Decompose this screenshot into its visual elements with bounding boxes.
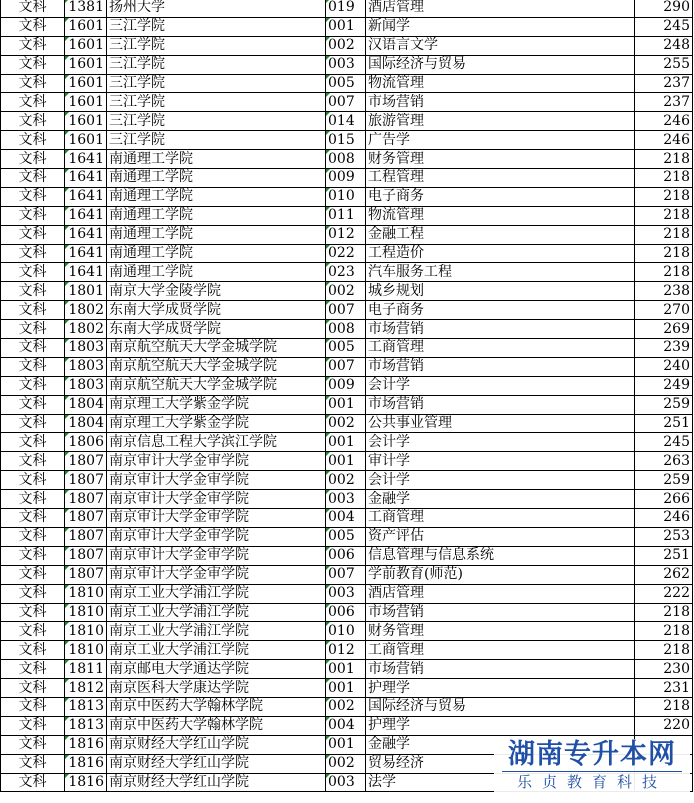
score-cell[interactable]: 245 [635,17,693,36]
table-row[interactable] [1,414,693,433]
major-name-cell[interactable]: 物流管理 [366,74,635,93]
school-name-cell[interactable]: 南京航空航天大学金城学院 [107,376,326,395]
subject-cell[interactable]: 文科 [1,169,65,188]
major-code-cell[interactable]: 012 [326,641,366,660]
subject-cell[interactable]: 文科 [1,754,65,773]
school-name-cell[interactable]: 南京工业大学浦江学院 [107,584,326,603]
subject-cell[interactable]: 文科 [1,471,65,490]
table-row[interactable] [1,527,693,546]
major-name-cell[interactable]: 市场营销 [366,603,635,622]
school-code-cell[interactable]: 1813 [65,697,107,716]
major-name-cell[interactable]: 信息管理与信息系统 [366,546,635,565]
table-row[interactable] [1,74,693,93]
subject-cell[interactable]: 文科 [1,187,65,206]
school-name-cell[interactable]: 三江学院 [107,74,326,93]
subject-cell[interactable]: 文科 [1,414,65,433]
major-name-cell[interactable]: 工商管理 [366,339,635,358]
major-code-cell[interactable]: 008 [326,320,366,339]
score-cell[interactable]: 218 [635,622,693,641]
score-cell[interactable]: 238 [635,282,693,301]
subject-cell[interactable]: 文科 [1,55,65,74]
school-name-cell[interactable]: 南京审计大学金审学院 [107,527,326,546]
school-name-cell[interactable]: 南京财经大学红山学院 [107,735,326,754]
school-code-cell[interactable]: 1381 [65,0,107,17]
score-cell[interactable]: 231 [635,679,693,698]
school-code-cell[interactable]: 1816 [65,754,107,773]
major-name-cell[interactable]: 汉语言文学 [366,36,635,55]
major-code-cell[interactable]: 007 [326,301,366,320]
major-name-cell[interactable]: 金融工程 [366,225,635,244]
table-row[interactable] [1,244,693,263]
subject-cell[interactable]: 文科 [1,263,65,282]
school-code-cell[interactable]: 1601 [65,17,107,36]
major-name-cell[interactable]: 财务管理 [366,622,635,641]
table-row[interactable] [1,150,693,169]
school-code-cell[interactable]: 1807 [65,471,107,490]
major-name-cell[interactable]: 金融学 [366,490,635,509]
major-code-cell[interactable]: 003 [326,584,366,603]
table-row[interactable] [1,679,693,698]
subject-cell[interactable]: 文科 [1,679,65,698]
score-cell[interactable]: 220 [635,716,693,735]
table-row[interactable] [1,433,693,452]
table-row[interactable] [1,112,693,131]
subject-cell[interactable]: 文科 [1,282,65,301]
subject-cell[interactable]: 文科 [1,376,65,395]
major-code-cell[interactable]: 012 [326,225,366,244]
subject-cell[interactable]: 文科 [1,584,65,603]
school-code-cell[interactable]: 1601 [65,36,107,55]
major-code-cell[interactable]: 007 [326,565,366,584]
subject-cell[interactable]: 文科 [1,603,65,622]
table-row[interactable] [1,225,693,244]
school-code-cell[interactable]: 1812 [65,679,107,698]
school-code-cell[interactable]: 1641 [65,225,107,244]
major-name-cell[interactable]: 市场营销 [366,395,635,414]
major-code-cell[interactable]: 010 [326,622,366,641]
major-code-cell[interactable]: 002 [326,471,366,490]
school-name-cell[interactable]: 南京工业大学浦江学院 [107,641,326,660]
subject-cell[interactable]: 文科 [1,509,65,528]
school-name-cell[interactable]: 南京财经大学红山学院 [107,754,326,773]
major-name-cell[interactable]: 电子商务 [366,187,635,206]
school-code-cell[interactable]: 1807 [65,509,107,528]
major-code-cell[interactable]: 022 [326,244,366,263]
school-name-cell[interactable]: 南京理工大学紫金学院 [107,395,326,414]
major-code-cell[interactable]: 001 [326,17,366,36]
school-name-cell[interactable]: 南京理工大学紫金学院 [107,414,326,433]
school-name-cell[interactable]: 南京审计大学金审学院 [107,509,326,528]
school-name-cell[interactable]: 南京邮电大学通达学院 [107,660,326,679]
school-name-cell[interactable]: 东南大学成贤学院 [107,320,326,339]
major-code-cell[interactable]: 007 [326,357,366,376]
major-name-cell[interactable]: 法学 [366,773,635,792]
subject-cell[interactable]: 文科 [1,527,65,546]
major-code-cell[interactable]: 003 [326,490,366,509]
major-name-cell[interactable]: 物流管理 [366,206,635,225]
school-name-cell[interactable]: 南通理工学院 [107,187,326,206]
school-name-cell[interactable]: 南通理工学院 [107,263,326,282]
major-code-cell[interactable]: 001 [326,433,366,452]
subject-cell[interactable]: 文科 [1,395,65,414]
school-name-cell[interactable]: 南京大学金陵学院 [107,282,326,301]
watermark-title: 湖南专升本网 [508,739,676,770]
table-row[interactable] [1,320,693,339]
score-cell[interactable]: 269 [635,320,693,339]
score-cell[interactable]: 218 [635,187,693,206]
major-name-cell[interactable]: 国际经济与贸易 [366,55,635,74]
major-name-cell[interactable]: 工程造价 [366,244,635,263]
table-row[interactable] [1,697,693,716]
table-row[interactable] [1,509,693,528]
score-cell[interactable]: 218 [635,169,693,188]
major-name-cell[interactable]: 汽车服务工程 [366,263,635,282]
score-cell[interactable]: 218 [635,150,693,169]
score-cell[interactable]: 253 [635,527,693,546]
subject-cell[interactable]: 文科 [1,660,65,679]
school-code-cell[interactable]: 1641 [65,206,107,225]
score-cell[interactable]: 246 [635,131,693,150]
major-name-cell[interactable]: 城乡规划 [366,282,635,301]
subject-cell[interactable]: 文科 [1,150,65,169]
school-name-cell[interactable]: 东南大学成贤学院 [107,301,326,320]
school-code-cell[interactable]: 1807 [65,565,107,584]
school-name-cell[interactable]: 南京审计大学金审学院 [107,471,326,490]
major-name-cell[interactable]: 护理学 [366,716,635,735]
school-code-cell[interactable]: 1601 [65,55,107,74]
table-row[interactable] [1,55,693,74]
major-name-cell[interactable]: 护理学 [366,679,635,698]
school-code-cell[interactable]: 1601 [65,131,107,150]
school-code-cell[interactable]: 1641 [65,169,107,188]
school-code-cell[interactable]: 1802 [65,301,107,320]
school-code-cell[interactable]: 1807 [65,546,107,565]
subject-cell[interactable]: 文科 [1,206,65,225]
score-cell[interactable]: 218 [635,603,693,622]
school-code-cell[interactable]: 1641 [65,150,107,169]
subject-cell[interactable]: 文科 [1,433,65,452]
score-cell[interactable]: 218 [635,641,693,660]
major-code-cell[interactable]: 003 [326,55,366,74]
major-name-cell[interactable]: 旅游管理 [366,112,635,131]
major-code-cell[interactable]: 011 [326,206,366,225]
score-cell[interactable]: 245 [635,433,693,452]
subject-cell[interactable]: 文科 [1,74,65,93]
school-name-cell[interactable]: 三江学院 [107,112,326,131]
major-code-cell[interactable]: 002 [326,414,366,433]
major-code-cell[interactable]: 004 [326,509,366,528]
major-name-cell[interactable]: 审计学 [366,452,635,471]
major-code-cell[interactable]: 003 [326,773,366,792]
score-cell[interactable]: 262 [635,565,693,584]
school-name-cell[interactable]: 南京审计大学金审学院 [107,565,326,584]
subject-cell[interactable]: 文科 [1,622,65,641]
major-name-cell[interactable]: 酒店管理 [366,0,635,17]
table-row[interactable] [1,660,693,679]
major-name-cell[interactable]: 市场营销 [366,320,635,339]
school-code-cell[interactable]: 1806 [65,433,107,452]
major-name-cell[interactable]: 资产评估 [366,527,635,546]
table-row[interactable] [1,187,693,206]
school-code-cell[interactable]: 1810 [65,603,107,622]
table-row[interactable] [1,452,693,471]
school-name-cell[interactable]: 三江学院 [107,36,326,55]
major-code-cell[interactable]: 001 [326,660,366,679]
major-name-cell[interactable]: 会计学 [366,471,635,490]
watermark-logo [494,739,690,797]
subject-cell[interactable]: 文科 [1,112,65,131]
subject-cell[interactable]: 文科 [1,320,65,339]
score-cell[interactable]: 222 [635,584,693,603]
score-cell[interactable]: 246 [635,112,693,131]
score-cell[interactable]: 218 [635,206,693,225]
major-code-cell[interactable]: 001 [326,735,366,754]
subject-cell[interactable]: 文科 [1,357,65,376]
table-row[interactable] [1,716,693,735]
school-code-cell[interactable]: 1804 [65,395,107,414]
score-cell[interactable]: 237 [635,93,693,112]
major-code-cell[interactable]: 002 [326,282,366,301]
score-cell[interactable]: 259 [635,471,693,490]
school-code-cell[interactable]: 1601 [65,74,107,93]
subject-cell[interactable]: 文科 [1,546,65,565]
major-name-cell[interactable]: 工商管理 [366,509,635,528]
major-code-cell[interactable]: 005 [326,339,366,358]
subject-cell[interactable]: 文科 [1,301,65,320]
table-row[interactable] [1,641,693,660]
major-name-cell[interactable]: 公共事业管理 [366,414,635,433]
school-name-cell[interactable]: 三江学院 [107,131,326,150]
score-cell[interactable]: 266 [635,490,693,509]
table-body [1,0,693,792]
school-name-cell[interactable]: 南京航空航天大学金城学院 [107,357,326,376]
school-code-cell[interactable]: 1816 [65,773,107,792]
score-cell[interactable]: 249 [635,376,693,395]
subject-cell[interactable]: 文科 [1,17,65,36]
school-code-cell[interactable]: 1807 [65,452,107,471]
major-code-cell[interactable]: 002 [326,697,366,716]
major-code-cell[interactable]: 001 [326,452,366,471]
score-cell[interactable]: 230 [635,660,693,679]
school-code-cell[interactable]: 1816 [65,735,107,754]
table-row[interactable] [1,263,693,282]
major-name-cell[interactable]: 酒店管理 [366,584,635,603]
major-code-cell[interactable]: 014 [326,112,366,131]
score-cell[interactable]: 218 [635,263,693,282]
major-code-cell[interactable]: 009 [326,169,366,188]
table-row[interactable] [1,0,693,17]
major-code-cell[interactable]: 002 [326,754,366,773]
school-code-cell[interactable]: 1803 [65,376,107,395]
score-cell[interactable]: 218 [635,225,693,244]
major-name-cell[interactable]: 市场营销 [366,357,635,376]
table-row[interactable] [1,546,693,565]
major-code-cell[interactable]: 007 [326,93,366,112]
subject-cell[interactable]: 文科 [1,225,65,244]
table-row[interactable] [1,17,693,36]
subject-cell[interactable]: 文科 [1,339,65,358]
school-code-cell[interactable]: 1801 [65,282,107,301]
school-code-cell[interactable]: 1641 [65,263,107,282]
school-name-cell[interactable]: 南京审计大学金审学院 [107,546,326,565]
school-name-cell[interactable]: 南京中医药大学翰林学院 [107,716,326,735]
major-name-cell[interactable]: 国际经济与贸易 [366,697,635,716]
school-name-cell[interactable]: 三江学院 [107,17,326,36]
major-name-cell[interactable]: 金融学 [366,735,635,754]
major-code-cell[interactable]: 010 [326,187,366,206]
major-name-cell[interactable]: 市场营销 [366,93,635,112]
table-row[interactable] [1,339,693,358]
major-name-cell[interactable]: 市场营销 [366,660,635,679]
major-name-cell[interactable]: 电子商务 [366,301,635,320]
school-name-cell[interactable]: 南京航空航天大学金城学院 [107,339,326,358]
major-code-cell[interactable]: 001 [326,395,366,414]
major-code-cell[interactable]: 005 [326,527,366,546]
major-name-cell[interactable]: 贸易经济 [366,754,635,773]
subject-cell[interactable]: 文科 [1,452,65,471]
major-code-cell[interactable]: 023 [326,263,366,282]
table-row[interactable] [1,36,693,55]
table-row[interactable] [1,301,693,320]
table-row[interactable] [1,357,693,376]
subject-cell[interactable]: 文科 [1,93,65,112]
subject-cell[interactable]: 文科 [1,36,65,55]
major-code-cell[interactable]: 004 [326,716,366,735]
score-cell[interactable]: 290 [635,0,693,17]
table-row[interactable] [1,565,693,584]
school-code-cell[interactable]: 1807 [65,527,107,546]
subject-cell[interactable]: 文科 [1,735,65,754]
major-name-cell[interactable]: 工程管理 [366,169,635,188]
major-code-cell[interactable]: 009 [326,376,366,395]
school-code-cell[interactable]: 1810 [65,584,107,603]
school-name-cell[interactable]: 扬州大学 [107,0,326,17]
table-row[interactable] [1,603,693,622]
major-name-cell[interactable]: 会计学 [366,433,635,452]
major-code-cell[interactable]: 019 [326,0,366,17]
major-code-cell[interactable]: 015 [326,131,366,150]
score-cell[interactable]: 218 [635,697,693,716]
score-cell[interactable]: 237 [635,74,693,93]
table-row[interactable] [1,471,693,490]
major-name-cell[interactable]: 工商管理 [366,641,635,660]
table-row[interactable] [1,131,693,150]
major-name-cell[interactable]: 学前教育(师范) [366,565,635,584]
score-cell[interactable]: 246 [635,509,693,528]
school-code-cell[interactable]: 1802 [65,320,107,339]
school-name-cell[interactable]: 南京信息工程大学滨江学院 [107,433,326,452]
table-row[interactable] [1,282,693,301]
school-name-cell[interactable]: 南京审计大学金审学院 [107,452,326,471]
school-code-cell[interactable]: 1804 [65,414,107,433]
school-code-cell[interactable]: 1601 [65,93,107,112]
score-cell[interactable]: 239 [635,339,693,358]
major-code-cell[interactable]: 006 [326,603,366,622]
subject-cell[interactable]: 文科 [1,697,65,716]
school-code-cell[interactable]: 1810 [65,622,107,641]
school-code-cell[interactable]: 1807 [65,490,107,509]
school-code-cell[interactable]: 1803 [65,357,107,376]
score-cell[interactable]: 270 [635,301,693,320]
school-code-cell[interactable]: 1601 [65,112,107,131]
table-row[interactable] [1,169,693,188]
score-cell[interactable]: 240 [635,357,693,376]
school-code-cell[interactable]: 1813 [65,716,107,735]
major-code-cell[interactable]: 001 [326,679,366,698]
score-cell[interactable]: 218 [635,244,693,263]
major-name-cell[interactable]: 财务管理 [366,150,635,169]
subject-cell[interactable]: 文科 [1,641,65,660]
school-name-cell[interactable]: 南京工业大学浦江学院 [107,622,326,641]
school-name-cell[interactable]: 南京中医药大学翰林学院 [107,697,326,716]
subject-cell[interactable]: 文科 [1,490,65,509]
school-name-cell[interactable]: 南通理工学院 [107,150,326,169]
score-cell[interactable]: 259 [635,395,693,414]
table-row[interactable] [1,206,693,225]
school-name-cell[interactable]: 三江学院 [107,93,326,112]
major-name-cell[interactable]: 广告学 [366,131,635,150]
major-code-cell[interactable]: 005 [326,74,366,93]
school-name-cell[interactable]: 南京审计大学金审学院 [107,490,326,509]
major-code-cell[interactable]: 002 [326,36,366,55]
school-code-cell[interactable]: 1641 [65,244,107,263]
table-row[interactable] [1,490,693,509]
school-name-cell[interactable]: 南京医科大学康达学院 [107,679,326,698]
table-row[interactable] [1,584,693,603]
subject-cell[interactable]: 文科 [1,131,65,150]
subject-cell[interactable]: 文科 [1,0,65,17]
subject-cell[interactable]: 文科 [1,773,65,792]
table-row[interactable] [1,376,693,395]
score-cell[interactable]: 251 [635,414,693,433]
school-code-cell[interactable]: 1641 [65,187,107,206]
table-row[interactable] [1,93,693,112]
major-name-cell[interactable]: 会计学 [366,376,635,395]
school-name-cell[interactable]: 南京工业大学浦江学院 [107,603,326,622]
subject-cell[interactable]: 文科 [1,565,65,584]
school-code-cell[interactable]: 1811 [65,660,107,679]
school-name-cell[interactable]: 南通理工学院 [107,206,326,225]
school-name-cell[interactable]: 三江学院 [107,55,326,74]
table-row[interactable] [1,395,693,414]
school-name-cell[interactable]: 南京财经大学红山学院 [107,773,326,792]
score-cell[interactable]: 263 [635,452,693,471]
school-code-cell[interactable]: 1803 [65,339,107,358]
score-cell[interactable]: 255 [635,55,693,74]
table-row[interactable] [1,622,693,641]
school-name-cell[interactable]: 南通理工学院 [107,244,326,263]
subject-cell[interactable]: 文科 [1,716,65,735]
school-name-cell[interactable]: 南通理工学院 [107,225,326,244]
score-cell[interactable]: 251 [635,546,693,565]
major-name-cell[interactable]: 新闻学 [366,17,635,36]
school-name-cell[interactable]: 南通理工学院 [107,169,326,188]
score-cell[interactable]: 248 [635,36,693,55]
major-code-cell[interactable]: 006 [326,546,366,565]
school-code-cell[interactable]: 1810 [65,641,107,660]
watermark-subtitle: 乐贞教育科技 [502,771,682,792]
subject-cell[interactable]: 文科 [1,244,65,263]
major-code-cell[interactable]: 008 [326,150,366,169]
